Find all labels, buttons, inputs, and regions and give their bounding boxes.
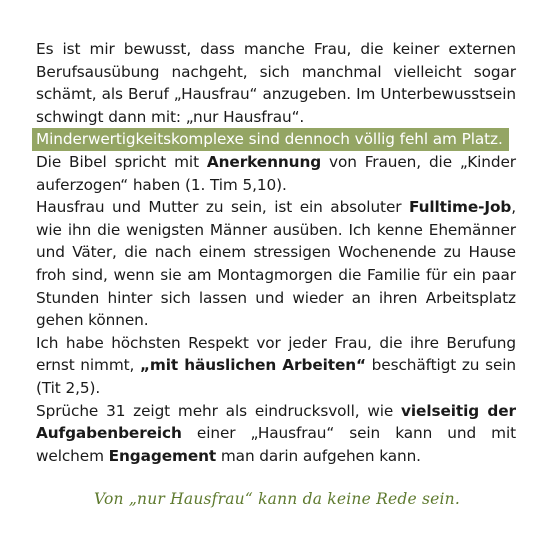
- intro-text: Es ist mir bewusst, dass manche Frau, die keiner externen Berufsausübung nachgeht, sich manchmal vielleicht sogar schämt, als Beruf „Hausfrau“ anzugeben. Im Unterbewusstsein schwingt dann mit: „nur Hausfrau“.: [36, 40, 516, 126]
- proverbs-bold-engagement: Engagement: [108, 446, 217, 465]
- bible-bold-anerkennung: Anerkennung: [206, 152, 322, 171]
- main-text-block: [36, 38, 516, 467]
- fulltime-text-end: , wie ihn die wenigsten Männer ausüben. Ich kenne Ehemänner und Väter, die nach einem stressigen Wochenende zu Hause froh sind, wenn sie am Montagmorgen die Familie für ein paar Stunden hinter sich lassen und wieder an ihren Arbeitsplatz gehen können.: [36, 198, 516, 330]
- footer-quote: Von „nur Hausfrau“ kann da keine Rede sein.: [94, 490, 460, 508]
- respect-text-start: Ich habe höchsten Respekt vor jeder Frau, die ihre Berufung ernst nimmt,: [36, 333, 516, 375]
- highlight-line: [36, 128, 516, 151]
- highlight-text: Minderwertigkeitskomplexe sind dennoch völlig fehl am Platz.: [32, 128, 509, 151]
- bible-text-start: Die Bibel spricht mit: [36, 152, 207, 171]
- paragraph-intro: [36, 38, 516, 128]
- respect-bold: „mit häuslichen Arbeiten“: [139, 356, 366, 375]
- fulltime-text-start: Hausfrau und Mutter zu sein, ist ein absoluter: [36, 198, 409, 217]
- paragraph-respect: [36, 332, 516, 400]
- proverbs-text-end: man darin aufgehen kann.: [216, 446, 421, 465]
- paragraph-fulltime: [36, 196, 516, 332]
- proverbs-text-start: Sprüche 31 zeigt mehr als eindrucksvoll, wie: [36, 401, 402, 420]
- fulltime-bold: Fulltime-Job: [409, 198, 512, 217]
- proverbs-bold-vielseitig: vielseitig der Aufgabenbereich: [36, 401, 516, 443]
- paragraph-proverbs: [36, 400, 516, 468]
- bible-text-end: von Frauen, die „Kinder auferzogen“ haben (1. Tim 5,10).: [36, 152, 517, 194]
- paragraph-bible: [36, 151, 516, 196]
- respect-text-end: beschäftigt zu sein (Tit 2,5).: [36, 356, 516, 397]
- proverbs-text-middle: einer „Hausfrau“ sein kann und mit welchem: [36, 424, 516, 465]
